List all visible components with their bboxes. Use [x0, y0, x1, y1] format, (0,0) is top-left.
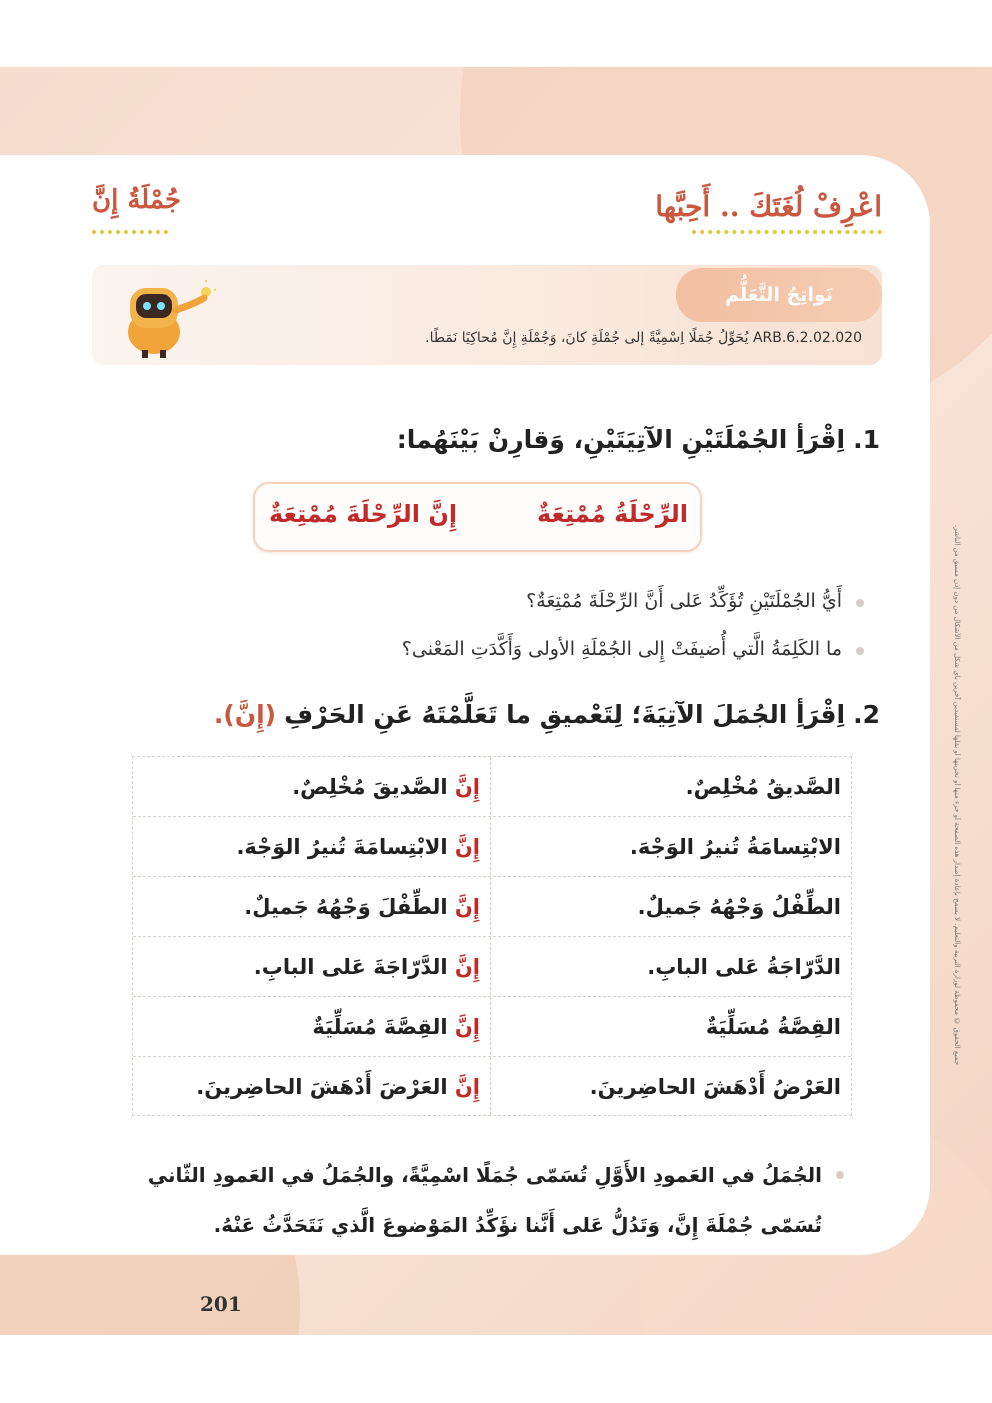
lesson-underline — [92, 230, 168, 234]
section-2-title: اِقْرَأِ الجُمَلَ الآتِيَةَ؛ لِتَعْميقِ ما تَعَلَّمْتَهُ عَنِ الحَرْفِ — [284, 700, 846, 729]
inna-sentence: إِنَّ الرِّحْلَةَ مُمْتِعَةٌ — [269, 500, 458, 528]
section-1-number: 1. — [853, 425, 880, 454]
question-1: أَيُّ الجُمْلَتَيْنِ تُؤَكِّدُ عَلى أَنَّ الرِّحْلَةَ مُمْتِعَةٌ؟ — [526, 590, 842, 612]
section-1-heading — [397, 425, 880, 454]
inna-word: إِنَّ — [454, 1075, 480, 1099]
nominal-cell: الدَّرّاجَةُ عَلى البابِ. — [647, 955, 841, 979]
inna-cell: إِنَّ القِصَّةَ مُسَلِّيَةٌ — [312, 1015, 480, 1039]
table-row — [133, 937, 851, 997]
table-row — [133, 997, 851, 1057]
nominal-cell: القِصَّةُ مُسَلِّيَةٌ — [705, 1015, 841, 1039]
question-2: ما الكَلِمَةُ الَّتي أُضيفَتْ إِلى الجُمْلَةِ الأولى وَأَكَّدَتِ المَعْنى؟ — [401, 638, 842, 660]
section-2-number: 2. — [853, 700, 880, 729]
inna-word: إِنَّ — [454, 835, 480, 859]
nominal-cell: الصَّديقُ مُخْلِصٌ. — [685, 775, 841, 799]
learning-outcome-text: ARB.6.2.02.020 يُحَوِّلُ جُمَلًا اِسْمِيَّةً إلى جُمْلَةِ كانَ، وَجُمْلَةِ إِنَّ مُحاكِيًا نَمَطًا. — [425, 330, 862, 346]
inna-word: إِنَّ — [454, 775, 480, 799]
unit-title: اعْرِفْ لُغَتَكَ .. أَحِبَّها — [655, 190, 882, 223]
section-2-paren: (إِنَّ). — [213, 700, 277, 729]
table-row — [133, 877, 851, 937]
conclusion-text: الجُمَلُ في العَمودِ الأَوَّلِ تُسَمّى جُمَلًا اسْمِيَّةً، والجُمَلُ في العَمودِ الثّاني تُسَمّى جُمْلَةَ إِنَّ، وَتَدُلُّ عَلى أَنَّنا نؤَكِّدُ المَوْضوعَ الَّذي نَتَحَدَّثُ عَنْهُ. — [142, 1150, 822, 1250]
section-2-heading — [214, 700, 880, 729]
sentences-table — [132, 756, 852, 1116]
robot-mascot-icon — [116, 280, 216, 360]
inna-cell: إِنَّ الصَّديقَ مُخْلِصٌ. — [292, 775, 480, 799]
table-row — [133, 1057, 851, 1116]
inna-word: إِنَّ — [454, 955, 480, 979]
title-underline — [692, 230, 882, 234]
page-number: 201 — [200, 1292, 242, 1316]
inna-cell: إِنَّ الابْتِسامَةَ تُنيرُ الوَجْهَ. — [236, 835, 480, 859]
inna-word: إِنَّ — [454, 895, 480, 919]
nominal-cell: العَرْضُ أَدْهَشَ الحاضِرينَ. — [589, 1075, 841, 1099]
inna-cell: إِنَّ الطِّفْلَ وَجْهُهُ جَميلٌ. — [244, 895, 480, 919]
inna-word: إِنَّ — [454, 1015, 480, 1039]
comparison-box — [253, 482, 702, 552]
nominal-sentence: الرِّحْلَةُ مُمْتِعَةٌ — [536, 500, 688, 528]
inna-cell: إِنَّ الدَّرّاجَةَ عَلى البابِ. — [253, 955, 480, 979]
table-row — [133, 817, 851, 877]
inna-cell: إِنَّ العَرْضَ أَدْهَشَ الحاضِرينَ. — [196, 1075, 480, 1099]
lesson-title: جُمْلَةُ إِنَّ — [92, 185, 182, 215]
section-1-title: اِقْرَأِ الجُمْلَتَيْنِ الآتِيَتَيْنِ، وَقارِنْ بَيْنَهُما: — [396, 425, 846, 454]
learning-outcomes-tab: نَواتِجُ التَّعَلُّم — [676, 268, 882, 322]
nominal-cell: الابْتِسامَةُ تُنيرُ الوَجْهَ. — [629, 835, 841, 859]
table-row — [133, 757, 851, 817]
nominal-cell: الطِّفْلُ وَجْهُهُ جَميلٌ. — [637, 895, 841, 919]
copyright-note: جميع الحقوق © محفوظة لوزارة التربية والتعليم. لا يسمح بإعادة إصدار هذه الصفحة أو جزء منها أو تخزينها أو نقلها لمستفيدين آخرين بأي شكل من الأشكال من دون إذن مسبق من الناشر. — [953, 524, 961, 1065]
